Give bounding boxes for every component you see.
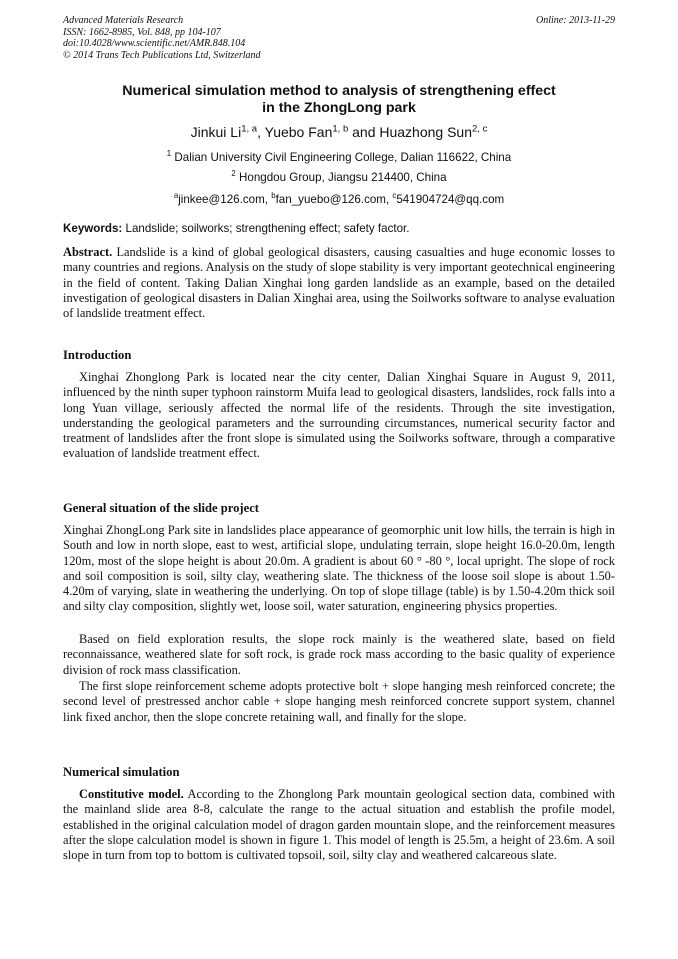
paper-title	[63, 83, 615, 117]
general-paragraph-1: Xinghai ZhongLong Park site in landslides place appearance of geomorphic unit low hills, the terrain is high in South and low in north slope, east to west, artificial slope, undulating terrain, slope height 16.0-20.0m, length 120m, most of the slope height is about 20.0m. A gradient is about 60 ° -80 °, local upright. The slope of rock and soil composition is soil, silty clay, weathering slate. The thickness of the loose soil slope is about 1.50-4.20m of varying, slate in weathering the underlying. On top of slope tillage (table) is by 1.50-4.20m thick soil and silty clay composition, slightly wet, loose soil, water saturation, engineering physics properties.	[63, 523, 615, 614]
author-superscript: 1, b	[332, 123, 349, 135]
affiliation	[63, 171, 615, 185]
author-superscript: 1, a	[241, 123, 258, 135]
email-superscript: a	[173, 191, 179, 201]
email-address[interactable]: fan_yuebo@126.com,	[275, 193, 393, 206]
section-heading-numerical-simulation: Numerical simulation	[63, 765, 180, 779]
email-superscript: c	[392, 191, 397, 201]
constitutive-model-text: According to the Zhonglong Park mountain geological section data, combined with the mainland slide area 8-8, calculate the range to the actual situation and establish the profile model, established in the original calculation model of dragon garden mountain slope, and the reinforcement measures after the slope calculation model is shown in figure 1. This model of length is 25.5m, a height of 23.6m. A soil slope in turn from top to bottom is cultivated topsoil, soil, silty clay and weathered calcareous slate.	[63, 787, 615, 863]
journal-name: Advanced Materials Research	[63, 15, 184, 26]
section-heading-introduction: Introduction	[63, 348, 132, 362]
email-superscript: b	[271, 191, 276, 201]
keywords-label: Keywords:	[63, 222, 123, 235]
email-address[interactable]: 541904724@qq.com	[396, 193, 505, 206]
author-name: Huazhong Sun	[379, 124, 473, 140]
copyright-line: © 2014 Trans Tech Publications Ltd, Switzerland	[63, 49, 261, 61]
author-list	[63, 124, 615, 141]
author-separator: ,	[257, 124, 265, 140]
general-paragraph-3: The first slope reinforcement scheme adopts protective bolt + slope hanging mesh reinforced concrete; the second level of prestressed anchor cable + slope hanging mesh reinforced concrete support system, channel link fixed anchor, then the slope concrete retaining wall, and finally for the slope.	[63, 679, 615, 724]
doi-line[interactable]: doi:10.4028/www.scientific.net/AMR.848.104	[63, 38, 246, 49]
author-name: Jinkui Li	[190, 124, 242, 140]
introduction-paragraph: Xinghai Zhonglong Park is located near the city center, Dalian Xinghai Square in August 9, 2011, influenced by the ninth super typhoon rainstorm Muifa lead to geological disasters, landslides, rock falls into a long Yuan village, seriously affected the normal life of the residents. Through the site investigation, understanding the geological parameters and the surrounding circumstances, numerical security factor and treatment of landslides after the front slope is simulated using the Soilworks software, through a comparative evaluation of landslide treatment effect.	[63, 370, 615, 461]
abstract	[63, 245, 615, 321]
title-line-2: in the ZhongLong park	[262, 100, 416, 116]
abstract-label: Abstract.	[63, 245, 113, 259]
journal-header	[63, 15, 261, 61]
author-name: Yuebo Fan	[264, 124, 333, 140]
constitutive-model-label: Constitutive model.	[79, 787, 184, 801]
keywords-text: Landslide; soilworks; strengthening effect; safety factor.	[122, 222, 410, 235]
constitutive-model-paragraph	[63, 787, 615, 863]
affiliation-superscript: 1	[166, 149, 172, 159]
affiliation-text: Dalian University Civil Engineering College, Dalian 116622, China	[171, 151, 512, 164]
author-separator: and	[348, 124, 380, 140]
abstract-text: Landslide is a kind of global geological disasters, causing casualties and huge economic losses to many countries and regions. Analysis on the study of slope stability is very important geotechnical engineering in the field of content. Taking Dalian Xinghai long garden landslide as an example, based on the detailed investigation of geological disasters in Dalian Xinghai area, using the Soilworks software to analyse evaluation of landslide treatment effect.	[63, 245, 615, 321]
title-line-1: Numerical simulation method to analysis of strengthening effect	[122, 83, 556, 99]
email-address[interactable]: jinkee@126.com,	[178, 193, 272, 206]
section-heading-general-situation: General situation of the slide project	[63, 501, 259, 515]
keywords	[63, 222, 615, 236]
issn-line: ISSN: 1662-8985, Vol. 848, pp 104-107	[63, 26, 221, 38]
affiliation-text: Hongdou Group, Jiangsu 214400, China	[235, 171, 447, 184]
affiliation-superscript: 2	[231, 169, 236, 179]
author-superscript: 2, c	[472, 123, 488, 135]
online-date: Online: 2013-11-29	[536, 15, 615, 26]
email-line	[63, 193, 615, 207]
general-paragraph-2: Based on field exploration results, the slope rock mainly is the weathered slate, based on field reconnaissance, weathered slate for soft rock, is grade rock mass according to the basic quality of experience division of rock mass classification.	[63, 632, 615, 677]
affiliation	[63, 151, 615, 165]
